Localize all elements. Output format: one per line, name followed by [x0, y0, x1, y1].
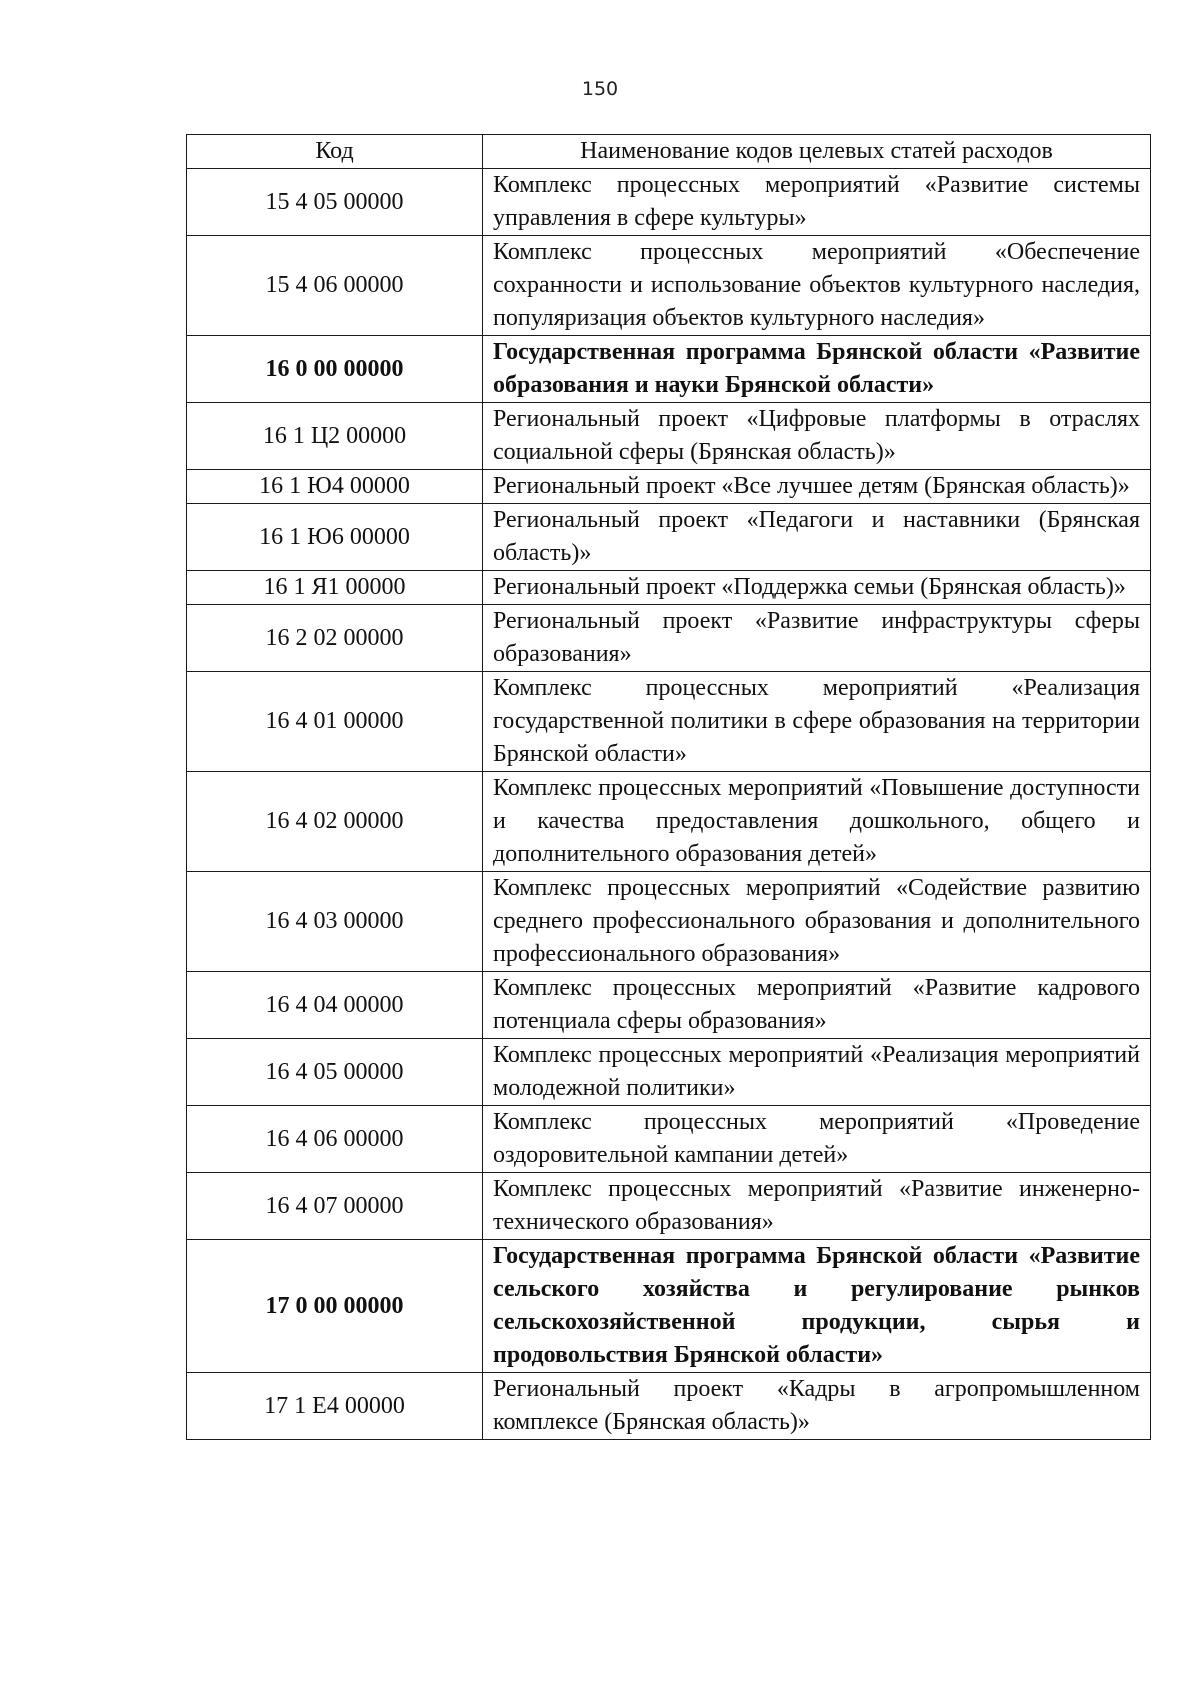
- table-row: [187, 872, 1151, 972]
- row-name: Региональный проект «Цифровые платформы в отраслях социальной сферы (Брянская область)»: [483, 403, 1151, 470]
- table-row: [187, 504, 1151, 571]
- row-code: 17 0 00 00000: [187, 1240, 483, 1373]
- row-code: 16 4 03 00000: [187, 872, 483, 972]
- table-row: [187, 1106, 1151, 1173]
- row-name: Комплекс процессных мероприятий «Содействие развитию среднего профессионального образования и дополнительного профессионального образования»: [483, 872, 1151, 972]
- row-code: 16 4 02 00000: [187, 772, 483, 872]
- row-code: 16 4 05 00000: [187, 1039, 483, 1106]
- row-code: 15 4 05 00000: [187, 169, 483, 236]
- row-code: 16 1 Ю4 00000: [187, 470, 483, 504]
- row-name: Комплекс процессных мероприятий «Проведение оздоровительной кампании детей»: [483, 1106, 1151, 1173]
- row-name: Комплекс процессных мероприятий «Развитие системы управления в сфере культуры»: [483, 169, 1151, 236]
- row-name: Комплекс процессных мероприятий «Развитие кадрового потенциала сферы образования»: [483, 972, 1151, 1039]
- row-code: 16 1 Ю6 00000: [187, 504, 483, 571]
- row-name: Региональный проект «Развитие инфраструктуры сферы образования»: [483, 605, 1151, 672]
- row-name: Региональный проект «Кадры в агропромышленном комплексе (Брянская область)»: [483, 1373, 1151, 1440]
- table-row: [187, 403, 1151, 470]
- row-code: 16 2 02 00000: [187, 605, 483, 672]
- row-code: 15 4 06 00000: [187, 236, 483, 336]
- table-row: [187, 1173, 1151, 1240]
- row-name: Комплекс процессных мероприятий «Реализация государственной политики в сфере образования на территории Брянской области»: [483, 672, 1151, 772]
- row-code: 16 4 01 00000: [187, 672, 483, 772]
- row-code: 16 4 06 00000: [187, 1106, 483, 1173]
- header-row: [187, 135, 1151, 169]
- table-row: [187, 169, 1151, 236]
- page-number: 150: [581, 78, 619, 100]
- table-row: [187, 605, 1151, 672]
- table-row: [187, 1039, 1151, 1106]
- row-code: 16 4 04 00000: [187, 972, 483, 1039]
- row-code: 17 1 Е4 00000: [187, 1373, 483, 1440]
- table-row: [187, 470, 1151, 504]
- table-row: [187, 1240, 1151, 1373]
- table-header: [187, 135, 1151, 169]
- row-name: Региональный проект «Педагоги и наставники (Брянская область)»: [483, 504, 1151, 571]
- row-name: Комплекс процессных мероприятий «Обеспечение сохранности и использование объектов культурного наследия, популяризация объектов культурного наследия»: [483, 236, 1151, 336]
- table-row: [187, 972, 1151, 1039]
- row-name: Комплекс процессных мероприятий «Повышение доступности и качества предоставления дошкольного, общего и дополнительного образования детей»: [483, 772, 1151, 872]
- table-row: [187, 1373, 1151, 1440]
- row-name: Государственная программа Брянской области «Развитие образования и науки Брянской области»: [483, 336, 1151, 403]
- row-code: 16 0 00 00000: [187, 336, 483, 403]
- table-row: [187, 772, 1151, 872]
- table-row: [187, 336, 1151, 403]
- row-name: Региональный проект «Все лучшее детям (Брянская область)»: [483, 470, 1151, 504]
- row-code: 16 1 Ц2 00000: [187, 403, 483, 470]
- expense-codes-table: [186, 134, 1151, 1440]
- row-code: 16 1 Я1 00000: [187, 571, 483, 605]
- table-row: [187, 571, 1151, 605]
- table-row: [187, 672, 1151, 772]
- header-code: Код: [187, 135, 483, 169]
- table-row: [187, 236, 1151, 336]
- row-code: 16 4 07 00000: [187, 1173, 483, 1240]
- header-name: Наименование кодов целевых статей расходов: [483, 135, 1151, 169]
- row-name: Государственная программа Брянской области «Развитие сельского хозяйства и регулирование рынков сельскохозяйственной продукции, сырья и продовольствия Брянской области»: [483, 1240, 1151, 1373]
- table-body: [187, 169, 1151, 1440]
- row-name: Комплекс процессных мероприятий «Реализация мероприятий молодежной политики»: [483, 1039, 1151, 1106]
- row-name: Комплекс процессных мероприятий «Развитие инженерно-технического образования»: [483, 1173, 1151, 1240]
- row-name: Региональный проект «Поддержка семьи (Брянская область)»: [483, 571, 1151, 605]
